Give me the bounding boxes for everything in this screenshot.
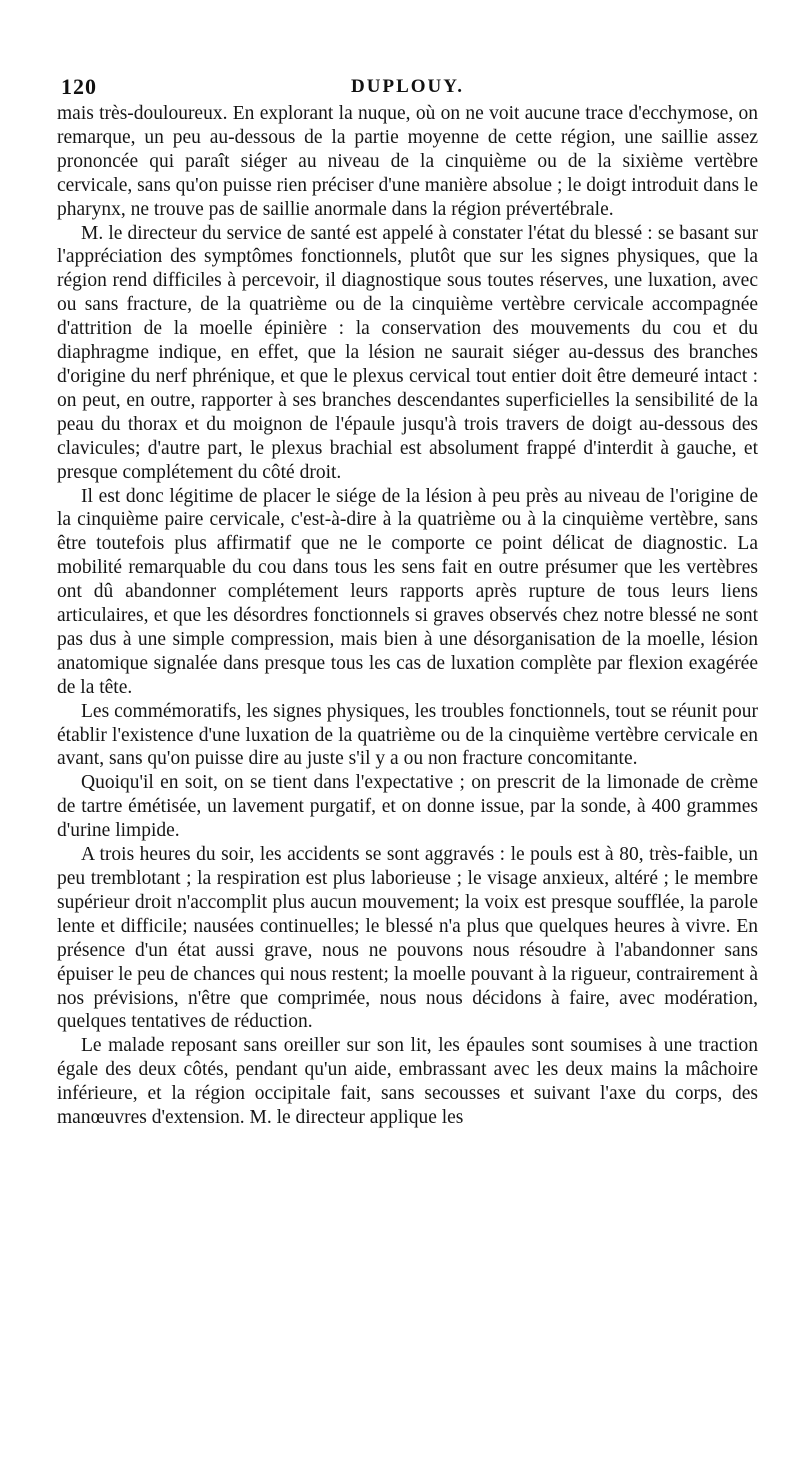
running-head: DUPLOUY. [351,76,464,97]
page-number: 120 [61,74,97,99]
paragraph: Il est donc légitime de placer le siége de la lésion à peu près au niveau de l'origine de la cinquième paire cervicale, c'est-à-dire à la quatrième ou à la cinquième vertèbre, sans être toutefois plus affirmatif que ne le comporte ce point délicat de diagnostic. La mobilité remarquable du cou dans tous les sens fait en outre présumer que les vertèbres ont dû abandonner complétement leurs rapports après rupture de tous leurs liens articulaires, et que les désordres fonctionnels si graves observés chez notre blessé ne sont pas dus à une simple compression, mais bien à une désorganisation de la moelle, lésion anatomique signalée dans presque tous les cas de luxation complète par flexion exagérée de la tête. [57,485,758,698]
body-text [57,102,758,1130]
paragraph: Les commémoratifs, les signes physiques, les troubles fonctionnels, tout se réunit pour établir l'existence d'une luxation de la quatrième ou de la cinquième vertèbre cervicale en avant, sans qu'on puisse dire au juste s'il y a ou non fracture concomitante. [57,700,758,770]
paragraph-continuation: mais très-douloureux. En explorant la nuque, où on ne voit aucune trace d'ecchymose, on remarque, un peu au-dessous de la partie moyenne de cette région, une saillie assez prononcée qui paraît siéger au niveau de la cinquième ou de la sixième vertèbre cervicale, sans qu'on puisse rien préciser d'une manière absolue ; le doigt introduit dans le pharynx, ne trouve pas de saillie anormale dans la région prévertébrale. [57,103,758,220]
paragraph: M. le directeur du service de santé est appelé à constater l'état du blessé : se basant sur l'appréciation des symptômes fonctionnels, plutôt que sur les signes physiques, que la région rend difficiles à percevoir, il diagnostique sous toutes réserves, une luxation, avec ou sans fracture, de la quatrième ou de la cinquième vertèbre cervicale accompagnée d'attrition de la moelle épinière : la conservation des mouvements du cou et du diaphragme indique, en effet, que la lésion ne saurait siéger au-dessus des branches d'origine du nerf phrénique, et que le plexus cervical tout entier doit être demeuré intact : on peut, en outre, rapporter à ses branches descendantes superficielles la sensibilité de la peau du thorax et du moignon de l'épaule jusqu'à trois travers de doigt au-dessous des clavicules; d'autre part, le plexus brachial est absolument frappé d'interdit à gauche, et presque complétement du côté droit. [57,222,758,483]
page-header [57,60,758,99]
paragraph: Quoiqu'il en soit, on se tient dans l'expectative ; on prescrit de la limonade de crème de tartre émétisée, un lavement purgatif, et on donne issue, par la sonde, à 400 grammes d'urine limpide. [57,772,758,842]
paragraph: A trois heures du soir, les accidents se sont aggravés : le pouls est à 80, très-faible, un peu tremblotant ; la respiration est plus laborieuse ; le visage anxieux, altéré ; le membre supérieur droit n'accomplit plus aucun mouvement; la voix est presque soufflée, la parole lente et difficile; nausées continuelles; le blessé n'a plus que quelques heures à vivre. En présence d'un état aussi grave, nous ne pouvons nous résoudre à l'abandonner sans épuiser le peu de chances qui nous restent; la moelle pouvant à la rigueur, contrairement à nos prévisions, n'être que comprimée, nous nous décidons à faire, avec modération, quelques tentatives de réduction. [57,844,758,1033]
paragraph: Le malade reposant sans oreiller sur son lit, les épaules sont soumises à une traction égale des deux côtés, pendant qu'un aide, embrassant avec les deux mains la mâchoire inférieure, et la région occipitale fait, sans secousses et suivant l'axe du corps, des manœuvres d'extension. M. le directeur applique les [57,1035,758,1129]
